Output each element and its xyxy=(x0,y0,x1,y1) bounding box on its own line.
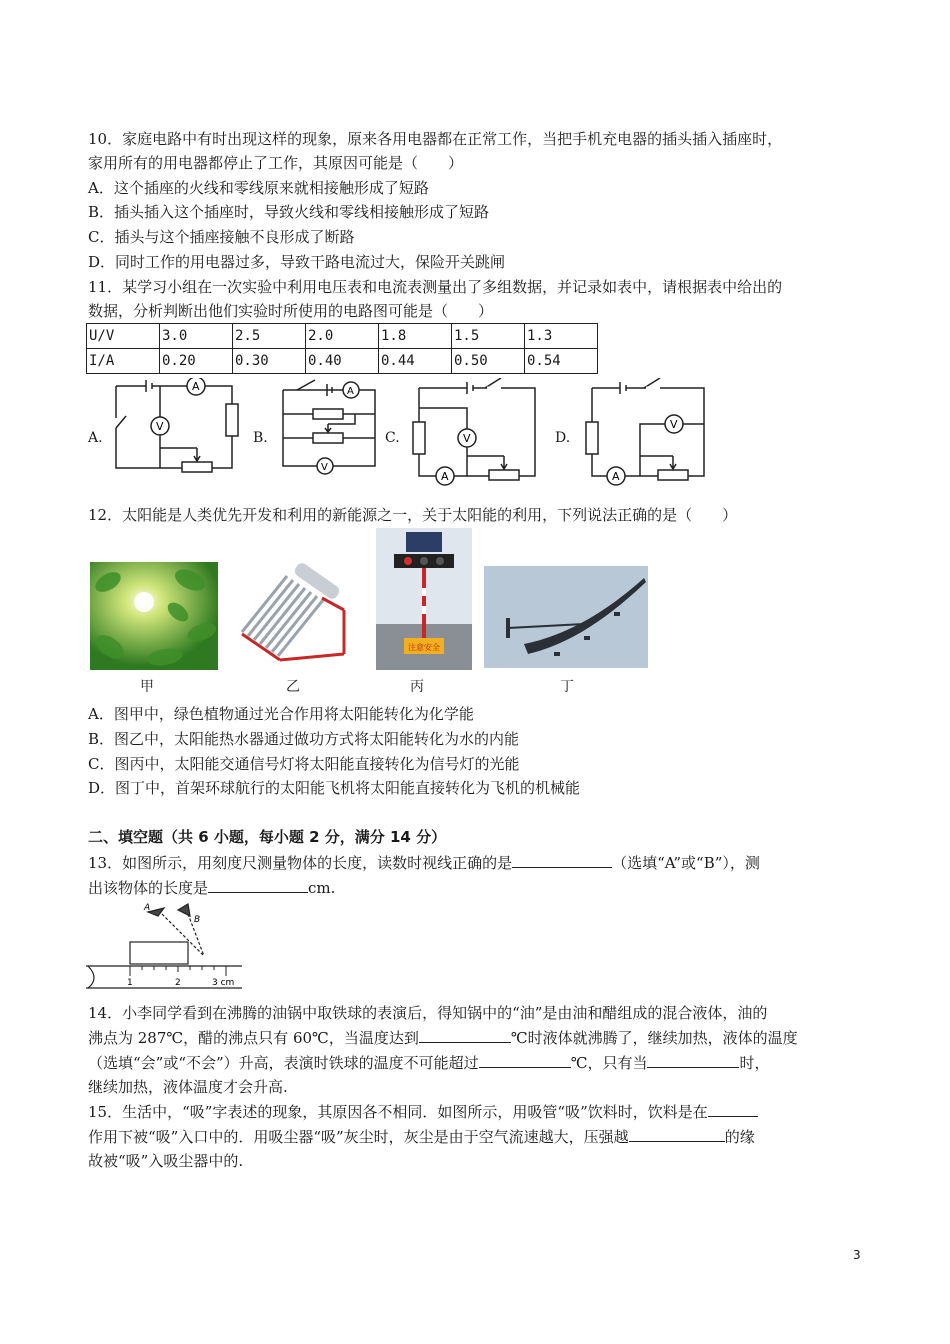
circuit-label-d: D. xyxy=(555,430,571,446)
photo-solar-airplane xyxy=(484,566,648,668)
table-cell: 2.5 xyxy=(233,324,306,349)
q15-line1 xyxy=(88,1100,758,1123)
q12-option-b: B．图乙中，太阳能热水器通过做功方式将太阳能转化为水的内能 xyxy=(88,730,520,748)
q10-stem-line1: 10．家庭电路中有时出现这样的现象，原来各用电器都在正常工作，当把手机充电器的插头插入插座时， xyxy=(88,130,783,148)
caption-ding: 丁 xyxy=(560,679,574,695)
q10-option-d: D．同时工作的用电器过多，导致干路电流过大，保险开关跳闸 xyxy=(88,253,506,271)
voltmeter-symbol: V xyxy=(321,462,328,473)
q10-option-c: C．插头与这个插座接触不良形成了断路 xyxy=(88,228,355,246)
q15-text-a: 15．生活中，“吸”字表述的现象，其原因各不相同．如图所示，用吸管“吸”饮料时，饮料是在 xyxy=(88,1103,708,1121)
table-cell: I/A xyxy=(87,349,160,374)
table-cell: 0.44 xyxy=(379,349,452,374)
ammeter-symbol: A xyxy=(612,470,620,483)
q12-stem: 12．太阳能是人类优先开发和利用的新能源之一，关于太阳能的利用，下列说法正确的是（ ） xyxy=(88,506,738,524)
table-cell: 0.54 xyxy=(525,349,598,374)
table-cell: 1.5 xyxy=(452,324,525,349)
answer-blank[interactable] xyxy=(512,851,612,868)
table-cell: 0.40 xyxy=(306,349,379,374)
circuit-diagram-d xyxy=(578,378,713,488)
caption-bing: 丙 xyxy=(410,679,424,695)
circuit-label-b: B. xyxy=(253,430,268,446)
tick-label: 3 cm xyxy=(212,978,235,988)
q14-line1: 14．小李同学看到在沸腾的油锅中取铁球的表演后，得知锅中的“油”是由油和醋组成的混合液体，油的 xyxy=(88,1004,768,1022)
section-title: 二、填空题（共 6 小题，每小题 2 分，满分 14 分） xyxy=(88,828,447,846)
ammeter-symbol: A xyxy=(192,380,200,393)
ruler-figure xyxy=(86,898,244,994)
q11-stem-line2: 数据，分析判断出他们实验时所使用的电路图可能是（ ） xyxy=(88,302,494,320)
q14-text-c: （选填“会”或“不会”）升高，表演时铁球的温度不可能超过 xyxy=(88,1054,479,1072)
q14-text-b: ℃时液体就沸腾了，继续加热，液体的温度 xyxy=(510,1029,798,1047)
q10-option-a: A．这个插座的火线和零线原来就相接触形成了短路 xyxy=(88,179,429,197)
answer-blank[interactable] xyxy=(708,1100,758,1117)
data-table xyxy=(86,323,598,374)
answer-blank[interactable] xyxy=(647,1051,739,1068)
table-cell: 2.0 xyxy=(306,324,379,349)
photo-solar-water-heater xyxy=(232,562,357,670)
q13-line2 xyxy=(88,876,335,899)
q14-line2 xyxy=(88,1026,798,1049)
q12-option-a: A．图甲中，绿色植物通过光合作用将太阳能转化为化学能 xyxy=(88,705,474,723)
q15-line2 xyxy=(88,1125,755,1148)
table-cell: 0.20 xyxy=(160,349,233,374)
answer-blank[interactable] xyxy=(479,1051,571,1068)
q15-line3: 故被“吸”入吸尘器中的. xyxy=(88,1152,244,1170)
circuit-label-c: C. xyxy=(385,430,400,446)
table-cell: 3.0 xyxy=(160,324,233,349)
table-cell: U/V xyxy=(87,324,160,349)
circuit-diagram-c xyxy=(405,378,545,488)
voltmeter-symbol: V xyxy=(463,432,471,445)
q13-text-d: cm. xyxy=(308,879,336,897)
table-cell: 0.50 xyxy=(452,349,525,374)
tick-label: 1 xyxy=(127,978,133,988)
q15-text-b: 作用下被“吸”入口中的．用吸尘器“吸”灰尘时，灰尘是由于空气流速越大，压强越 xyxy=(88,1128,629,1146)
caption-yi: 乙 xyxy=(286,679,300,695)
q10-stem-line2: 家用所有的用电器都停止了工作，其原因可能是（ ） xyxy=(88,154,464,172)
q13-text-b: （选填“A”或“B”），测 xyxy=(612,854,760,872)
circuit-label-a: A. xyxy=(88,430,103,446)
table-row-current xyxy=(87,349,598,374)
q14-text-a: 沸点为 287℃，醋的沸点只有 60℃，当温度达到 xyxy=(88,1029,419,1047)
q14-text-d: ℃，只有当 xyxy=(570,1054,648,1072)
table-cell: 0.30 xyxy=(233,349,306,374)
eye-b-label: B xyxy=(194,915,201,925)
voltmeter-symbol: V xyxy=(670,418,678,431)
answer-blank[interactable] xyxy=(629,1125,725,1142)
q11-stem-line1: 11．某学习小组在一次实验中利用电压表和电流表测量出了多组数据，并记录如表中，请根据表中给出的 xyxy=(88,278,783,296)
eye-a-label: A xyxy=(144,903,151,913)
q13-line1 xyxy=(88,851,760,874)
tick-label: 2 xyxy=(175,978,181,988)
answer-blank[interactable] xyxy=(208,876,308,893)
table-cell: 1.3 xyxy=(525,324,598,349)
q14-line3 xyxy=(88,1051,769,1074)
q12-option-c: C．图丙中，太阳能交通信号灯将太阳能直接转化为信号灯的光能 xyxy=(88,755,520,773)
table-cell: 1.8 xyxy=(379,324,452,349)
voltmeter-symbol: V xyxy=(156,420,164,433)
photo-leaves-sun xyxy=(90,562,218,670)
q13-text-c: 出该物体的长度是 xyxy=(88,879,209,897)
sign-text: 注意安全 xyxy=(408,643,440,652)
answer-blank[interactable] xyxy=(419,1026,511,1043)
ammeter-symbol: A xyxy=(441,470,449,483)
q13-text-a: 13．如图所示，用刻度尺测量物体的长度，读数时视线正确的是 xyxy=(88,854,513,872)
q12-option-d: D．图丁中，首架环球航行的太阳能飞机将太阳能直接转化为飞机的机械能 xyxy=(88,779,581,797)
q14-line4: 继续加热，液体温度才会升高. xyxy=(88,1078,288,1096)
photo-solar-traffic-light xyxy=(376,528,472,670)
ammeter-symbol: A xyxy=(347,386,354,397)
q10-option-b: B．插头插入这个插座时，导致火线和零线相接触形成了短路 xyxy=(88,203,490,221)
circuit-diagram-a xyxy=(108,378,243,478)
q14-text-e: 时， xyxy=(739,1054,770,1072)
caption-jia: 甲 xyxy=(140,679,154,695)
table-row-voltage xyxy=(87,324,598,349)
page-number: 3 xyxy=(853,1248,861,1262)
circuit-diagram-b xyxy=(275,378,385,478)
q15-text-c: 的缘 xyxy=(724,1128,755,1146)
